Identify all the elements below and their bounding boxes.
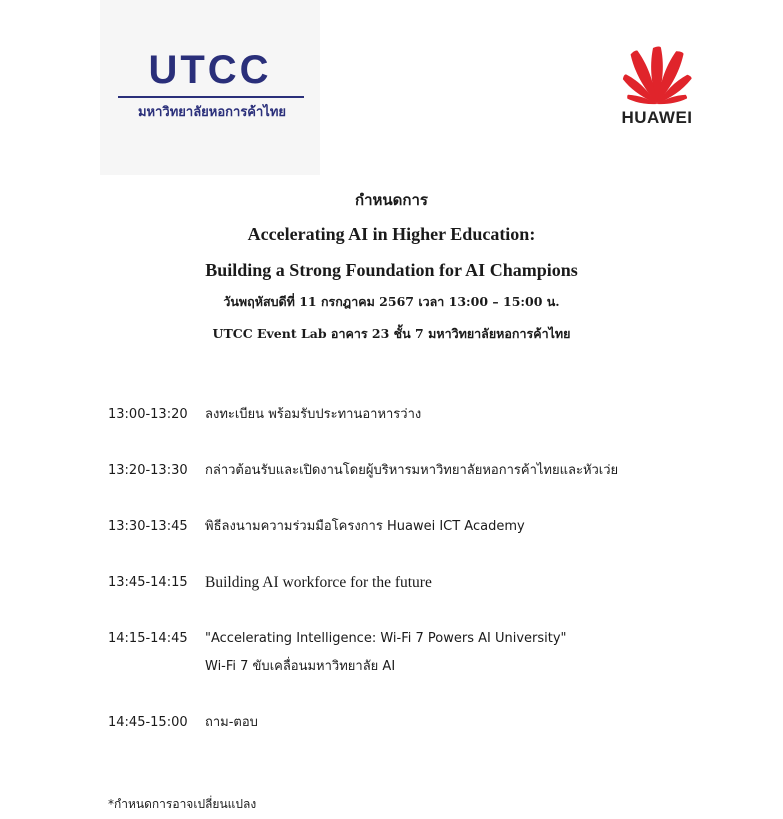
event-title-line1: Accelerating AI in Higher Education:: [247, 224, 536, 244]
agenda-description: ลงทะเบียน พร้อมรับประทานอาหารว่าง: [205, 407, 422, 422]
event-date: วันพฤหัสบดีที่ 11 กรกฎาคม 2567 เวลา 13:00 – 15:00 น.: [223, 294, 560, 309]
utcc-logo: [100, 0, 320, 175]
event-title-line2: Building a Strong Foundation for AI Champions: [205, 260, 578, 280]
utcc-logo-rule: [118, 96, 304, 98]
agenda-description: ถาม-ตอบ: [205, 715, 258, 730]
agenda-time: 13:45-14:15: [108, 575, 188, 590]
agenda-description-thai: Wi-Fi 7 ขับเคลื่อนมหาวิทยาลัย AI: [205, 659, 396, 674]
huawei-logo: [612, 44, 702, 134]
agenda-time: 13:00-13:20: [108, 407, 188, 422]
agenda-time: 13:20-13:30: [108, 463, 188, 478]
agenda-time: 14:15-14:45: [108, 631, 188, 646]
agenda-description: Building AI workforce for the future: [205, 574, 432, 591]
agenda-description: กล่าวต้อนรับและเปิดงานโดยผู้บริหารมหาวิทยาลัยหอการค้าไทยและหัวเว่ย: [205, 463, 619, 478]
agenda-time: 14:45-15:00: [108, 715, 188, 730]
schedule-footnote: *กำหนดการอาจเปลี่ยนแปลง: [108, 797, 257, 811]
agenda-description: พิธีลงนามความร่วมมือโครงการ Huawei ICT Academy: [205, 519, 525, 534]
utcc-logo-wordmark: UTCC: [148, 48, 272, 92]
agenda-time: 13:30-13:45: [108, 519, 188, 534]
utcc-logo-thai-name: มหาวิทยาลัยหอการค้าไทย: [137, 105, 287, 120]
event-venue: UTCC Event Lab อาคาร 23 ชั้น 7 มหาวิทยาลัยหอการค้าไทย: [212, 326, 571, 341]
huawei-logo-wordmark: HUAWEI: [621, 108, 693, 127]
huawei-flower-icon: [617, 44, 697, 108]
agenda-description: "Accelerating Intelligence: Wi-Fi 7 Powers AI University": [205, 631, 567, 646]
schedule-title: กำหนดการ: [355, 191, 428, 209]
